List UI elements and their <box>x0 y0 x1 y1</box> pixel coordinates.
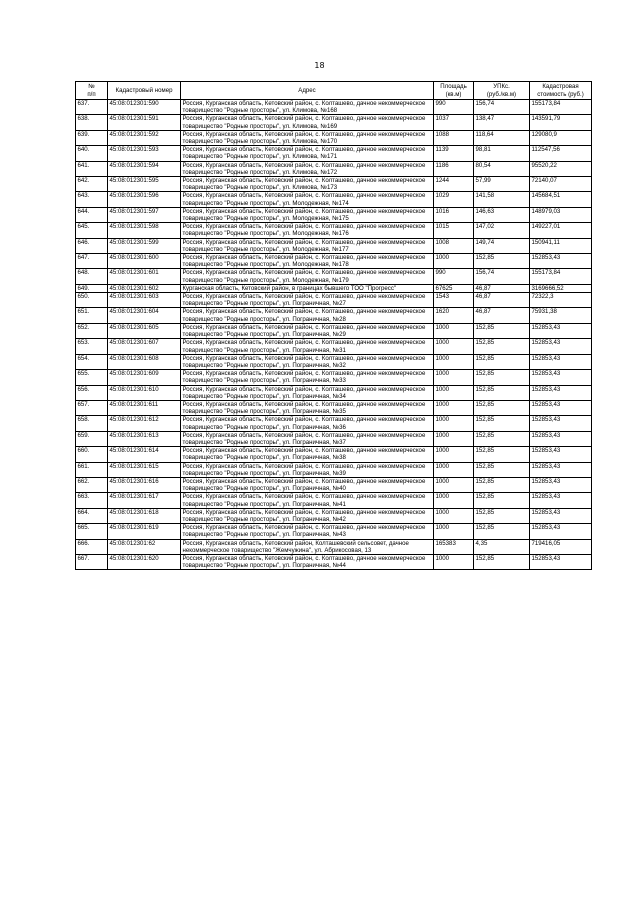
row-num: 652. <box>76 323 108 338</box>
row-num: 657. <box>76 400 108 415</box>
cadastral-number: 45:08:012301:599 <box>108 238 181 253</box>
row-num: 654. <box>76 354 108 369</box>
cadastral-cost: 152853,43 <box>530 400 592 415</box>
cadastral-cost: 149227,01 <box>530 223 592 238</box>
area: 1000 <box>434 524 474 539</box>
upks: 152,85 <box>474 493 530 508</box>
header-area: Площадь (кв.м) <box>434 82 474 100</box>
address: Курганская область, Кетовский район, в границах бывшего ТОО "Прогресс" <box>181 284 434 292</box>
cadastral-number: 45:08:012301:595 <box>108 177 181 192</box>
row-num: 662. <box>76 477 108 492</box>
cadastral-cost: 143591,79 <box>530 115 592 130</box>
cadastral-cost: 112547,56 <box>530 146 592 161</box>
area: 1139 <box>434 146 474 161</box>
row-num: 665. <box>76 524 108 539</box>
cadastral-cost: 152853,43 <box>530 508 592 523</box>
cadastral-number: 45:08:012301:594 <box>108 161 181 176</box>
table-row <box>76 416 592 431</box>
area: 1186 <box>434 161 474 176</box>
area: 1000 <box>434 508 474 523</box>
table-row <box>76 192 592 207</box>
cadastral-table <box>75 81 592 570</box>
area: 1000 <box>434 370 474 385</box>
cadastral-cost: 152853,43 <box>530 323 592 338</box>
cadastral-cost: 129080,9 <box>530 130 592 145</box>
row-num: 650. <box>76 293 108 308</box>
row-num: 649. <box>76 284 108 292</box>
upks: 152,85 <box>474 385 530 400</box>
area: 1000 <box>434 447 474 462</box>
upks: 57,99 <box>474 177 530 192</box>
row-num: 659. <box>76 431 108 446</box>
area: 1620 <box>434 308 474 323</box>
upks: 46,87 <box>474 284 530 292</box>
cadastral-cost: 152853,43 <box>530 339 592 354</box>
address: Россия, Курганская область, Кетовский район, с. Колташево, дачное некоммерческое товарищество "Родные просторы", ул. Климова, №172 <box>181 161 434 176</box>
address: Россия, Курганская область, Кетовский район, с. Колташево, дачное некоммерческое товарищество "Родные просторы", ул. Молодежная, №179 <box>181 269 434 284</box>
area: 1000 <box>434 416 474 431</box>
row-num: 646. <box>76 238 108 253</box>
page-number: 18 <box>314 61 325 70</box>
table-row <box>76 161 592 176</box>
area: 1016 <box>434 207 474 222</box>
row-num: 658. <box>76 416 108 431</box>
header-cadastral-number: Кадастровый номер <box>108 82 181 100</box>
area: 1000 <box>434 354 474 369</box>
address: Россия, Курганская область, Кетовский район, с. Колташево, дачное некоммерческое товарищество "Родные просторы", ул. Климова, №169 <box>181 115 434 130</box>
cadastral-number: 45:08:012301:604 <box>108 308 181 323</box>
area: 990 <box>434 269 474 284</box>
table-row <box>76 146 592 161</box>
header-upks: УПКс. (руб./кв.м) <box>474 82 530 100</box>
row-num: 666. <box>76 539 108 554</box>
area: 1000 <box>434 400 474 415</box>
row-num: 643. <box>76 192 108 207</box>
upks: 152,85 <box>474 554 530 569</box>
table-row <box>76 339 592 354</box>
upks: 152,85 <box>474 354 530 369</box>
upks: 46,87 <box>474 293 530 308</box>
table-header-row <box>76 82 592 100</box>
address: Россия, Курганская область, Кетовский район, с. Колташево, дачное некоммерческое товарищество "Родные просторы", ул. Пограничная, №40 <box>181 477 434 492</box>
cadastral-cost: 152853,43 <box>530 477 592 492</box>
row-num: 661. <box>76 462 108 477</box>
table-row <box>76 284 592 292</box>
upks: 152,85 <box>474 323 530 338</box>
upks: 152,85 <box>474 477 530 492</box>
table-row <box>76 354 592 369</box>
cadastral-cost: 72322,3 <box>530 293 592 308</box>
address: Россия, Курганская область, Кетовский район, с. Колташево, дачное некоммерческое товарищество "Родные просторы", ул. Пограничная, №37 <box>181 431 434 446</box>
address: Россия, Курганская область, Кетовский район, с. Колташево, дачное некоммерческое товарищество "Родные просторы", ул. Пограничная, №34 <box>181 385 434 400</box>
address: Россия, Курганская область, Кетовский район, с. Колташево, дачное некоммерческое товарищество "Родные просторы", ул. Пограничная, №44 <box>181 554 434 569</box>
address: Россия, Курганская область, Кетовский район, с. Колташево, дачное некоммерческое товарищество "Родные просторы", ул. Пограничная, №42 <box>181 508 434 523</box>
cadastral-cost: 152853,43 <box>530 462 592 477</box>
address: Россия, Курганская область, Кетовский район, с. Колташево, дачное некоммерческое товарищество "Родные просторы", ул. Пограничная, №32 <box>181 354 434 369</box>
upks: 156,74 <box>474 269 530 284</box>
area: 1037 <box>434 115 474 130</box>
cadastral-cost: 155173,84 <box>530 269 592 284</box>
table-row <box>76 293 592 308</box>
cadastral-number: 45:08:012301:613 <box>108 431 181 446</box>
row-num: 640. <box>76 146 108 161</box>
cadastral-cost: 719416,05 <box>530 539 592 554</box>
cadastral-number: 45:08:012301:598 <box>108 223 181 238</box>
cadastral-cost: 152853,43 <box>530 431 592 446</box>
cadastral-number: 45:08:012301:611 <box>108 400 181 415</box>
address: Россия, Курганская область, Кетовский район, с. Колташево, дачное некоммерческое товарищество "Родные просторы", ул. Пограничная, №27 <box>181 293 434 308</box>
cadastral-number: 45:08:012301:605 <box>108 323 181 338</box>
row-num: 664. <box>76 508 108 523</box>
cadastral-cost: 148979,03 <box>530 207 592 222</box>
cadastral-cost: 152853,43 <box>530 493 592 508</box>
cadastral-cost: 72140,07 <box>530 177 592 192</box>
address: Россия, Курганская область, Кетовский район, с. Колташево, дачное некоммерческое товарищество "Родные просторы", ул. Климова, №168 <box>181 100 434 115</box>
address: Россия, Курганская область, Кетовский район, с. Колташево, дачное некоммерческое товарищество "Родные просторы", ул. Климова, №171 <box>181 146 434 161</box>
header-num: № п/п <box>76 82 108 100</box>
upks: 152,85 <box>474 339 530 354</box>
table-row <box>76 100 592 115</box>
area: 1543 <box>434 293 474 308</box>
area: 1000 <box>434 462 474 477</box>
area: 1000 <box>434 431 474 446</box>
cadastral-number: 45:08:012301:597 <box>108 207 181 222</box>
cadastral-cost: 152853,43 <box>530 447 592 462</box>
table-row <box>76 524 592 539</box>
address: Россия, Курганская область, Кетовский район, с. Колташево, дачное некоммерческое товарищество "Родные просторы", ул. Молодежная, №175 <box>181 207 434 222</box>
upks: 149,74 <box>474 238 530 253</box>
table-row <box>76 539 592 554</box>
table-row <box>76 130 592 145</box>
area: 1000 <box>434 385 474 400</box>
cadastral-number: 45:08:012301:618 <box>108 508 181 523</box>
upks: 152,85 <box>474 524 530 539</box>
cadastral-number: 45:08:012301:592 <box>108 130 181 145</box>
area: 1008 <box>434 238 474 253</box>
area: 1000 <box>434 554 474 569</box>
row-num: 641. <box>76 161 108 176</box>
cadastral-number: 45:08:012301:591 <box>108 115 181 130</box>
cadastral-number: 45:08:012301:609 <box>108 370 181 385</box>
table-row <box>76 238 592 253</box>
upks: 4,35 <box>474 539 530 554</box>
upks: 156,74 <box>474 100 530 115</box>
cadastral-cost: 152853,43 <box>530 385 592 400</box>
address: Россия, Курганская область, Кетовский район, Колташевский сельсовет, дачное некоммерческое товарищество "Жемчужина", ул. Абрикосовая, 13 <box>181 539 434 554</box>
cadastral-number: 45:08:012301:620 <box>108 554 181 569</box>
address: Россия, Курганская область, Кетовский район, с. Колташево, дачное некоммерческое товарищество "Родные просторы", ул. Пограничная, №35 <box>181 400 434 415</box>
area: 67625 <box>434 284 474 292</box>
upks: 152,85 <box>474 254 530 269</box>
area: 990 <box>434 100 474 115</box>
cadastral-number: 45:08:012301:616 <box>108 477 181 492</box>
area: 1000 <box>434 477 474 492</box>
cadastral-cost: 152853,43 <box>530 416 592 431</box>
address: Россия, Курганская область, Кетовский район, с. Колташево, дачное некоммерческое товарищество "Родные просторы", ул. Пограничная, №29 <box>181 323 434 338</box>
upks: 152,85 <box>474 400 530 415</box>
address: Россия, Курганская область, Кетовский район, с. Колташево, дачное некоммерческое товарищество "Родные просторы", ул. Молодежная, №177 <box>181 238 434 253</box>
upks: 147,02 <box>474 223 530 238</box>
row-num: 642. <box>76 177 108 192</box>
area: 1000 <box>434 323 474 338</box>
cadastral-number: 45:08:012301:608 <box>108 354 181 369</box>
area: 1000 <box>434 254 474 269</box>
row-num: 637. <box>76 100 108 115</box>
address: Россия, Курганская область, Кетовский район, с. Колташево, дачное некоммерческое товарищество "Родные просторы", ул. Пограничная, №38 <box>181 447 434 462</box>
row-num: 667. <box>76 554 108 569</box>
cadastral-number: 45:08:012301:615 <box>108 462 181 477</box>
address: Россия, Курганская область, Кетовский район, с. Колташево, дачное некоммерческое товарищество "Родные просторы", ул. Пограничная, №28 <box>181 308 434 323</box>
table-row <box>76 493 592 508</box>
table-row <box>76 323 592 338</box>
cadastral-number: 45:08:012301:607 <box>108 339 181 354</box>
upks: 152,85 <box>474 508 530 523</box>
upks: 141,58 <box>474 192 530 207</box>
table-row <box>76 477 592 492</box>
cadastral-cost: 152853,43 <box>530 254 592 269</box>
upks: 152,85 <box>474 447 530 462</box>
row-num: 651. <box>76 308 108 323</box>
row-num: 639. <box>76 130 108 145</box>
table-row <box>76 400 592 415</box>
cadastral-number: 45:08:012301:612 <box>108 416 181 431</box>
cadastral-cost: 145684,51 <box>530 192 592 207</box>
address: Россия, Курганская область, Кетовский район, с. Колташево, дачное некоммерческое товарищество "Родные просторы", ул. Пограничная, №41 <box>181 493 434 508</box>
row-num: 648. <box>76 269 108 284</box>
cadastral-number: 45:08:012301:603 <box>108 293 181 308</box>
row-num: 638. <box>76 115 108 130</box>
cadastral-number: 45:08:012301:600 <box>108 254 181 269</box>
table-row <box>76 308 592 323</box>
table-row <box>76 462 592 477</box>
address: Россия, Курганская область, Кетовский район, с. Колташево, дачное некоммерческое товарищество "Родные просторы", ул. Климова, №173 <box>181 177 434 192</box>
address: Россия, Курганская область, Кетовский район, с. Колташево, дачное некоммерческое товарищество "Родные просторы", ул. Пограничная, №33 <box>181 370 434 385</box>
table-row <box>76 370 592 385</box>
address: Россия, Курганская область, Кетовский район, с. Колташево, дачное некоммерческое товарищество "Родные просторы", ул. Молодежная, №178 <box>181 254 434 269</box>
cadastral-cost: 3169666,52 <box>530 284 592 292</box>
table-row <box>76 254 592 269</box>
cadastral-cost: 152853,43 <box>530 370 592 385</box>
upks: 146,63 <box>474 207 530 222</box>
table-row <box>76 447 592 462</box>
cadastral-cost: 152853,43 <box>530 554 592 569</box>
table-row <box>76 115 592 130</box>
cadastral-cost: 150941,11 <box>530 238 592 253</box>
table-row <box>76 431 592 446</box>
cadastral-number: 45:08:012301:593 <box>108 146 181 161</box>
address: Россия, Курганская область, Кетовский район, с. Колташево, дачное некоммерческое товарищество "Родные просторы", ул. Пограничная, №36 <box>181 416 434 431</box>
upks: 80,54 <box>474 161 530 176</box>
cadastral-cost: 155173,84 <box>530 100 592 115</box>
row-num: 660. <box>76 447 108 462</box>
upks: 152,85 <box>474 370 530 385</box>
upks: 46,87 <box>474 308 530 323</box>
cadastral-cost: 95520,22 <box>530 161 592 176</box>
table-row <box>76 269 592 284</box>
upks: 118,64 <box>474 130 530 145</box>
upks: 152,85 <box>474 416 530 431</box>
cadastral-number: 45:08:012301:596 <box>108 192 181 207</box>
address: Россия, Курганская область, Кетовский район, с. Колташево, дачное некоммерческое товарищество "Родные просторы", ул. Молодежная, №174 <box>181 192 434 207</box>
area: 165383 <box>434 539 474 554</box>
cadastral-number: 45:08:012301:614 <box>108 447 181 462</box>
upks: 152,85 <box>474 462 530 477</box>
area: 1000 <box>434 339 474 354</box>
cadastral-number: 45:08:012301:610 <box>108 385 181 400</box>
upks: 98,81 <box>474 146 530 161</box>
row-num: 647. <box>76 254 108 269</box>
cadastral-cost: 75931,38 <box>530 308 592 323</box>
address: Россия, Курганская область, Кетовский район, с. Колташево, дачное некоммерческое товарищество "Родные просторы", ул. Пограничная, №31 <box>181 339 434 354</box>
cadastral-cost: 152853,43 <box>530 354 592 369</box>
area: 1244 <box>434 177 474 192</box>
cadastral-cost: 152853,43 <box>530 524 592 539</box>
upks: 138,47 <box>474 115 530 130</box>
area: 1015 <box>434 223 474 238</box>
row-num: 653. <box>76 339 108 354</box>
address: Россия, Курганская область, Кетовский район, с. Колташево, дачное некоммерческое товарищество "Родные просторы", ул. Пограничная, №43 <box>181 524 434 539</box>
table-row <box>76 554 592 569</box>
header-address: Адрес <box>181 82 434 100</box>
area: 1029 <box>434 192 474 207</box>
table-row <box>76 508 592 523</box>
area: 1000 <box>434 493 474 508</box>
table-row <box>76 177 592 192</box>
cadastral-number: 45:08:012301:602 <box>108 284 181 292</box>
row-num: 644. <box>76 207 108 222</box>
cadastral-number: 45:08:012301:617 <box>108 493 181 508</box>
address: Россия, Курганская область, Кетовский район, с. Колташево, дачное некоммерческое товарищество "Родные просторы", ул. Пограничная, №39 <box>181 462 434 477</box>
table-row <box>76 385 592 400</box>
area: 1088 <box>434 130 474 145</box>
cadastral-number: 45:08:012301:62 <box>108 539 181 554</box>
row-num: 663. <box>76 493 108 508</box>
address: Россия, Курганская область, Кетовский район, с. Колташево, дачное некоммерческое товарищество "Родные просторы", ул. Молодежная, №176 <box>181 223 434 238</box>
row-num: 656. <box>76 385 108 400</box>
header-cost: Кадастровая стоимость (руб.) <box>530 82 592 100</box>
row-num: 655. <box>76 370 108 385</box>
address: Россия, Курганская область, Кетовский район, с. Колташево, дачное некоммерческое товарищество "Родные просторы", ул. Климова, №170 <box>181 130 434 145</box>
cadastral-number: 45:08:012301:601 <box>108 269 181 284</box>
row-num: 645. <box>76 223 108 238</box>
table-row <box>76 207 592 222</box>
upks: 152,85 <box>474 431 530 446</box>
cadastral-number: 45:08:012301:590 <box>108 100 181 115</box>
table-row <box>76 223 592 238</box>
cadastral-number: 45:08:012301:619 <box>108 524 181 539</box>
